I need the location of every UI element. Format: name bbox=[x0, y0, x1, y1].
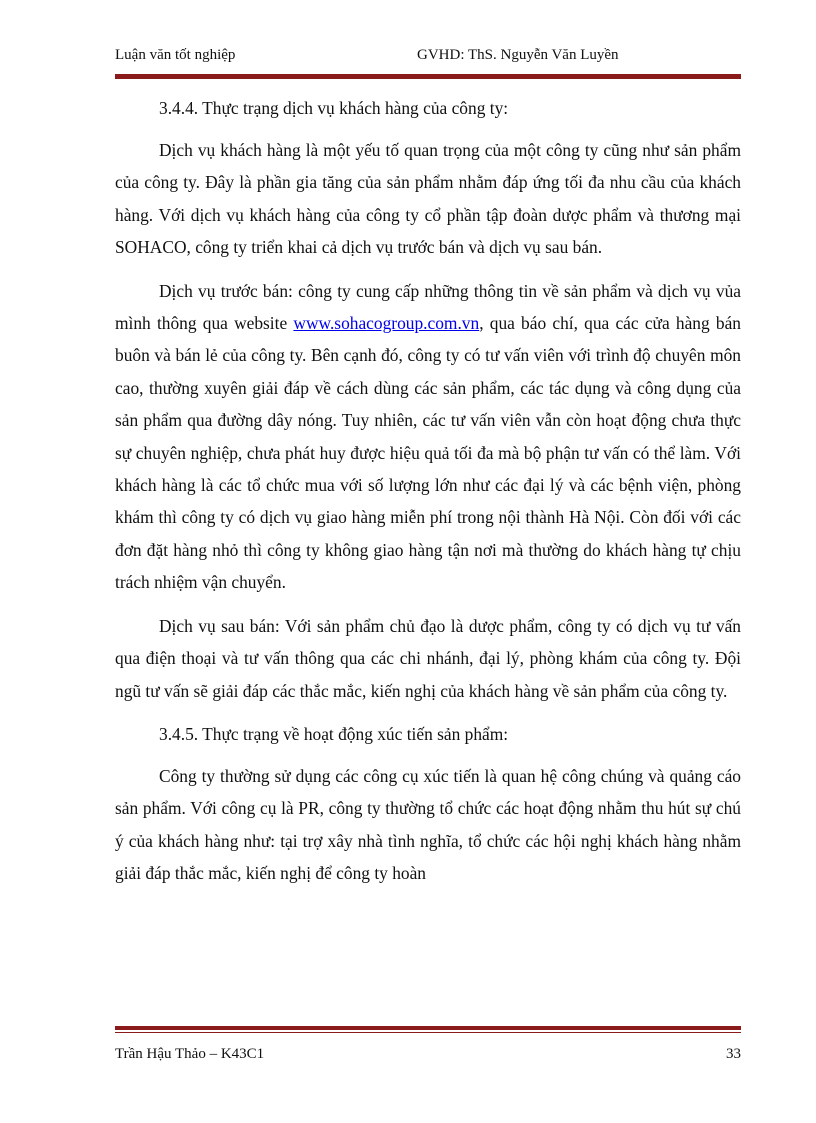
section-heading-344: 3.4.4. Thực trạng dịch vụ khách hàng của công ty: bbox=[159, 98, 509, 118]
website-link[interactable]: www.sohacogroup.com.vn bbox=[293, 313, 480, 334]
footer-divider bbox=[115, 1026, 741, 1033]
header-thesis-title: Luận văn tốt nghiệp bbox=[115, 47, 236, 63]
page-number: 33 bbox=[726, 1046, 741, 1062]
page-header bbox=[115, 47, 741, 69]
header-divider bbox=[115, 72, 741, 79]
paragraph-promotion: Công ty thường sử dụng các công cụ xúc tiến là quan hệ công chúng và quảng cáo sản phẩm. Với công cụ là PR, công ty thường tổ chức các hoạt động nhằm thu hút sự chú ý của khách hàng như: tại trợ xây nhà tình nghĩa, tổ chức các hội nghị khách hàng nhằm giải đáp thắc mắc, kiến nghị để công ty hoàn bbox=[115, 765, 741, 884]
section-heading-345: 3.4.5. Thực trạng về hoạt động xúc tiến sản phẩm: bbox=[159, 723, 509, 744]
pre-sale-text-end: , qua báo chí, qua các cửa hàng bán buôn và bán lẻ của công ty. Bên cạnh đó, công ty có tư vấn viên với trình độ chuyên môn cao, thường xuyên giải đáp về cách dùng các sản phẩm, các tác dụng và công dụng của sản phẩm qua đường dây nóng. Tuy nhiên, các tư vấn viên vẫn còn hoạt động chưa thực sự chuyên nghiệp, chưa phát huy được hiệu quả tối đa mà bộ phận tư vấn có thể làm. Với khách hàng là các tổ chức mua với số lượng lớn như các đại lý và các bệnh viện, phòng khám thì công ty có dịch vụ giao hàng miễn phí trong nội thành Hà Nội. Còn đối với các đơn đặt hàng nhỏ thì công ty không giao hàng tận nơi mà thường do khách hàng tự chịu trách nhiệm vận chuyển. bbox=[115, 313, 741, 593]
paragraph-pre-sale-service bbox=[115, 275, 741, 599]
header-advisor: GVHD: ThS. Nguyễn Văn Luyền bbox=[417, 47, 619, 63]
footer-author: Trần Hậu Thảo – K43C1 bbox=[115, 1046, 265, 1062]
paragraph-after-sale-service: Dịch vụ sau bán: Với sản phẩm chủ đạo là dược phẩm, công ty có dịch vụ tư vấn qua điện thoại và tư vấn thông qua các chi nhánh, đại lý, phòng khám của công ty. Đội ngũ tư vấn sẽ giải đáp các thắc mắc, kiến nghị của khách hàng về sản phẩm của công ty. bbox=[115, 615, 741, 701]
paragraph-customer-service-intro: Dịch vụ khách hàng là một yếu tố quan trọng của một công ty cũng như sản phẩm của công ty. Đây là phần gia tăng của sản phẩm nhằm đáp ứng tối đa nhu cầu của khách hàng. Với dịch vụ khách hàng của công ty cổ phần tập đoàn dược phẩm và thương mại SOHACO, công ty triển khai cả dịch vụ trước bán và dịch vụ sau bán. bbox=[115, 140, 741, 258]
page-footer bbox=[115, 1046, 741, 1068]
pre-sale-text-start: Dịch vụ trước bán: công ty cung cấp những thông tin về sản phẩm và dịch vụ vủa mình thông qua website bbox=[115, 280, 741, 334]
page-body bbox=[115, 92, 741, 890]
